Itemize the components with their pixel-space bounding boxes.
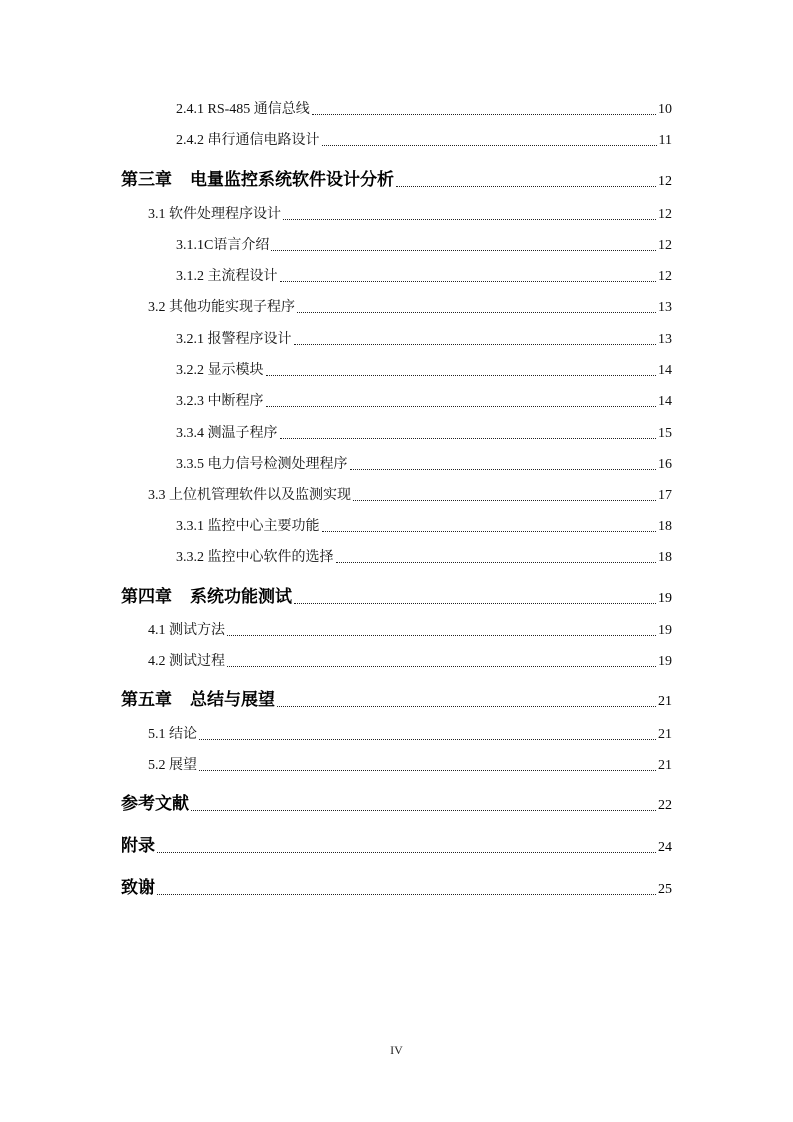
toc-entry-title — [121, 589, 292, 606]
dot-leader — [227, 635, 656, 636]
toc-entry[interactable] — [148, 728, 672, 742]
toc-entry-title — [176, 364, 264, 378]
toc-entry-title — [148, 301, 295, 315]
toc-entry[interactable] — [148, 301, 672, 315]
toc-entry-text: 其他功能实现子程序 — [169, 300, 295, 315]
toc-entry-number: 3.3.2 — [176, 550, 204, 565]
toc-entry-page: 14 — [658, 394, 672, 409]
toc-entry-page: 14 — [658, 363, 672, 378]
toc-entry[interactable] — [176, 520, 672, 534]
toc-entry-title — [121, 796, 189, 813]
toc-entry-title — [148, 489, 351, 503]
dot-leader — [191, 810, 656, 811]
dot-leader — [266, 406, 657, 407]
toc-entry[interactable] — [176, 134, 672, 148]
dot-leader — [280, 438, 657, 439]
toc-entry-page: 19 — [658, 623, 672, 638]
toc-entry-page: 10 — [658, 102, 672, 117]
toc-entry[interactable] — [148, 489, 672, 503]
toc-entry-page: 15 — [658, 426, 672, 441]
toc-entry-number: 2.4.2 — [176, 133, 204, 148]
toc-entry-page: 19 — [658, 654, 672, 669]
toc-entry-title — [148, 208, 281, 222]
toc-entry-title — [176, 270, 278, 284]
toc-entry[interactable] — [121, 796, 672, 813]
toc-entry-text: 电力信号检测处理程序 — [207, 457, 348, 472]
toc-entry-number: 第四章 — [121, 587, 172, 607]
toc-entry-page: 11 — [658, 133, 672, 148]
toc-entry-text: 参考文献 — [121, 794, 189, 814]
toc-entry-page: 13 — [658, 332, 672, 347]
toc-entry-number: 第五章 — [121, 690, 172, 710]
toc-entry-number: 3.2 — [148, 300, 166, 315]
dot-leader — [294, 344, 657, 345]
toc-entry-title — [176, 520, 320, 534]
toc-entry-number: 3.3 — [148, 488, 166, 503]
toc-entry-title — [176, 103, 310, 117]
toc-entry[interactable] — [148, 655, 672, 669]
toc-entry-text: 展望 — [169, 758, 197, 773]
toc-entry-text: 显示模块 — [207, 363, 264, 378]
toc-entry[interactable] — [176, 395, 672, 409]
dot-leader — [353, 500, 656, 501]
toc-entry[interactable] — [148, 208, 672, 222]
dot-leader — [157, 852, 656, 853]
toc-entry-number: 4.2 — [148, 654, 166, 669]
toc-entry-page: 24 — [658, 840, 672, 855]
toc-entry-page: 16 — [658, 457, 672, 472]
toc-entry-number: 3.3.4 — [176, 426, 204, 441]
toc-entry-title — [121, 692, 275, 709]
dot-leader — [277, 706, 656, 707]
dot-leader — [297, 312, 656, 313]
toc-entry[interactable] — [176, 239, 672, 253]
toc-entry-text: 测试方法 — [169, 623, 225, 638]
toc-entry-text: 串行通信电路设计 — [207, 133, 320, 148]
toc-entry-text: 系统功能测试 — [190, 587, 292, 607]
toc-entry-page: 21 — [658, 758, 672, 773]
toc-entry-title — [176, 395, 264, 409]
toc-entry-text: 监控中心软件的选择 — [207, 550, 334, 565]
dot-leader — [199, 770, 656, 771]
toc-entry-page: 21 — [658, 694, 672, 709]
toc-entry-number: 2.4.1 — [176, 102, 204, 117]
dot-leader — [322, 531, 657, 532]
toc-entry-title — [176, 239, 269, 253]
toc-entry-page: 19 — [658, 591, 672, 606]
toc-entry-page: 22 — [658, 798, 672, 813]
dot-leader — [199, 739, 656, 740]
toc-entry-page: 12 — [658, 238, 672, 253]
toc-entry[interactable] — [176, 103, 672, 117]
toc-entry-text: 结论 — [169, 727, 197, 742]
toc-entry-page: 17 — [658, 488, 672, 503]
dot-leader — [322, 145, 657, 146]
toc-entry-text: 语言介绍 — [213, 238, 270, 253]
toc-entry-number: 第三章 — [121, 170, 172, 190]
dot-leader — [271, 250, 656, 251]
toc-entry-title — [148, 624, 225, 638]
dot-leader — [280, 281, 657, 282]
toc-entry-page: 12 — [658, 174, 672, 189]
toc-entry[interactable] — [176, 270, 672, 284]
toc-entry-page: 13 — [658, 300, 672, 315]
toc-entry[interactable] — [148, 759, 672, 773]
toc-entry-number: 4.1 — [148, 623, 166, 638]
dot-leader — [350, 469, 657, 470]
toc-entry[interactable] — [121, 589, 672, 606]
toc-entry-text: 报警程序设计 — [207, 332, 292, 347]
toc-entry-page: 18 — [658, 550, 672, 565]
toc-entry-text: 总结与展望 — [190, 690, 275, 710]
toc-entry-number: 3.2.1 — [176, 332, 204, 347]
toc-entry-text: 测温子程序 — [207, 426, 278, 441]
toc-entry-title — [121, 838, 155, 855]
toc-entry-number: 5.1 — [148, 727, 166, 742]
toc-entry-number: 3.3.1 — [176, 519, 204, 534]
dot-leader — [312, 114, 656, 115]
toc-entry-page: 18 — [658, 519, 672, 534]
toc-entry-title — [176, 551, 334, 565]
toc-entry[interactable] — [148, 624, 672, 638]
toc-entry-number: 3.2.2 — [176, 363, 204, 378]
toc-entry-page: 12 — [658, 207, 672, 222]
toc-entry[interactable] — [176, 458, 672, 472]
dot-leader — [336, 562, 657, 563]
dot-leader — [294, 603, 656, 604]
toc-entry-page: 21 — [658, 727, 672, 742]
toc-entry-text: 附录 — [121, 836, 155, 856]
toc-entry-text: 上位机管理软件以及监测实现 — [169, 488, 351, 503]
toc-entry-title — [121, 880, 155, 897]
toc-entry-page: 12 — [658, 269, 672, 284]
toc-entry-number: 3.1 — [148, 207, 166, 222]
toc-entry-number: 5.2 — [148, 758, 166, 773]
toc-entry-text: 测试过程 — [169, 654, 225, 669]
toc-entry-page: 25 — [658, 882, 672, 897]
toc-entry-number: 3.3.5 — [176, 457, 204, 472]
toc-entry-text: 主流程设计 — [207, 269, 278, 284]
toc-entry-title — [176, 333, 292, 347]
toc-entry-text: 致谢 — [121, 878, 155, 898]
dot-leader — [157, 894, 656, 895]
dot-leader — [266, 375, 657, 376]
toc-entry-text: 监控中心主要功能 — [207, 519, 320, 534]
toc-entry-title — [148, 655, 225, 669]
toc-entry-title — [176, 427, 278, 441]
page-number-footer: IV — [390, 1043, 403, 1057]
toc-entry-text: 中断程序 — [207, 394, 264, 409]
toc-entry-title — [148, 759, 197, 773]
toc-entry-text: 电量监控系统软件设计分析 — [190, 170, 394, 190]
toc-entry-text: RS-485 通信总线 — [207, 102, 310, 117]
dot-leader — [227, 666, 656, 667]
dot-leader — [283, 219, 656, 220]
toc-entry[interactable] — [176, 364, 672, 378]
toc-entry[interactable] — [176, 333, 672, 347]
toc-entry-title — [176, 458, 348, 472]
toc-entry[interactable] — [121, 838, 672, 855]
toc-entry-number: 3.1.2 — [176, 269, 204, 284]
toc-entry[interactable] — [121, 172, 672, 189]
toc-entry[interactable] — [121, 692, 672, 709]
dot-leader — [396, 186, 656, 187]
toc-entry-number: 3.1.1C — [176, 238, 214, 253]
toc-entry-title — [121, 172, 394, 189]
toc-entry-title — [176, 134, 320, 148]
toc-entry-number: 3.2.3 — [176, 394, 204, 409]
toc-entry[interactable] — [176, 427, 672, 441]
toc-entry[interactable] — [121, 880, 672, 897]
toc-entry-title — [148, 728, 197, 742]
toc-entry[interactable] — [176, 551, 672, 565]
toc-entry-text: 软件处理程序设计 — [169, 207, 281, 222]
